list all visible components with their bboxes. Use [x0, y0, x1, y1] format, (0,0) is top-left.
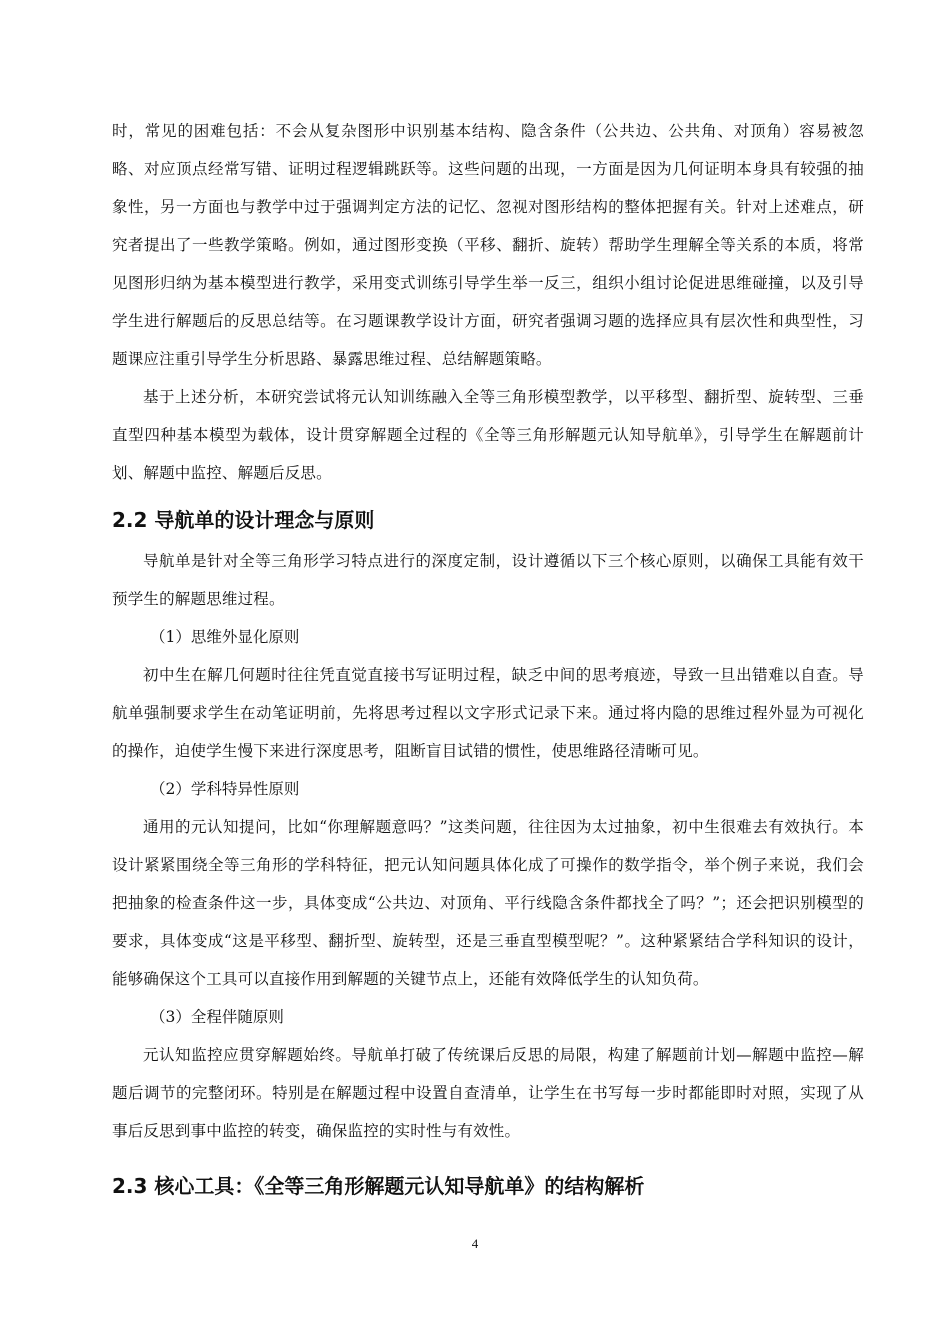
paragraph-principle-1: 初中生在解几何题时往往凭直觉直接书写证明过程，缺乏中间的思考痕迹，导致一旦出错难以自查。导航单强制要求学生在动笔证明前，先将思考过程以文字形式记录下来。通过将内隐的思维过程外显为可视化的操作，迫使学生慢下来进行深度思考，阻断盲目试错的惯性，使思维路径清晰可见。 — [112, 666, 864, 760]
principle-1-title: （1）思维外显化原则 — [150, 628, 300, 646]
paragraph-principle-3: 元认知监控应贯穿解题始终。导航单打破了传统课后反思的局限，构建了解题前计划—解题中监控—解题后调节的完整闭环。特别是在解题过程中设置自查清单，让学生在书写每一步时都能即时对照，实现了从事后反思到事中监控的转变，确保监控的实时性与有效性。 — [112, 1046, 864, 1140]
paragraph-design-intro: 导航单是针对全等三角形学习特点进行的深度定制，设计遵循以下三个核心原则，以确保工具能有效干预学生的解题思维过程。 — [112, 552, 864, 608]
principle-2-title: （2）学科特异性原则 — [150, 780, 300, 798]
page-number: 4 — [471, 1236, 479, 1251]
paragraph-difficulties-strategies: 时，常见的困难包括：不会从复杂图形中识别基本结构、隐含条件（公共边、公共角、对顶角）容易被忽略、对应顶点经常写错、证明过程逻辑跳跃等。这些问题的出现，一方面是因为几何证明本身具有较强的抽象性，另一方面也与教学中过于强调判定方法的记忆、忽视对图形结构的整体把握有关。针对上述难点，研究者提出了一些教学策略。例如，通过图形变换（平移、翻折、旋转）帮助学生理解全等关系的本质，将常见图形归纳为基本模型进行教学，采用变式训练引导学生举一反三，组织小组讨论促进思维碰撞，以及引导学生进行解题后的反思总结等。在习题课教学设计方面，研究者强调习题的选择应具有层次性和典型性，习题课应注重引导学生分析思路、暴露思维过程、总结解题策略。 — [112, 122, 864, 368]
heading-2-2: 2.2 导航单的设计理念与原则 — [112, 508, 375, 532]
paragraph-principle-2: 通用的元认知提问，比如“你理解题意吗？”这类问题，往往因为太过抽象，初中生很难去有效执行。本设计紧紧围绕全等三角形的学科特征，把元认知问题具体化成了可操作的数学指令，举个例子来说，我们会把抽象的检查条件这一步，具体变成“公共边、对顶角、平行线隐含条件都找全了吗？”；还会把识别模型的要求，具体变成“这是平移型、翻折型、旋转型，还是三垂直型模型呢？”。这种紧紧结合学科知识的设计，能够确保这个工具可以直接作用到解题的关键节点上，还能有效降低学生的认知负荷。 — [112, 818, 864, 988]
principle-3-title: （3）全程伴随原则 — [150, 1008, 284, 1026]
heading-2-3: 2.3 核心工具：《全等三角形解题元认知导航单》的结构解析 — [112, 1174, 645, 1198]
paragraph-research-summary: 基于上述分析，本研究尝试将元认知训练融入全等三角形模型教学，以平移型、翻折型、旋转型、三垂直型四种基本模型为载体，设计贯穿解题全过程的《全等三角形解题元认知导航单》，引导学生在解题前计划、解题中监控、解题后反思。 — [112, 388, 864, 482]
page-content — [112, 112, 864, 1208]
